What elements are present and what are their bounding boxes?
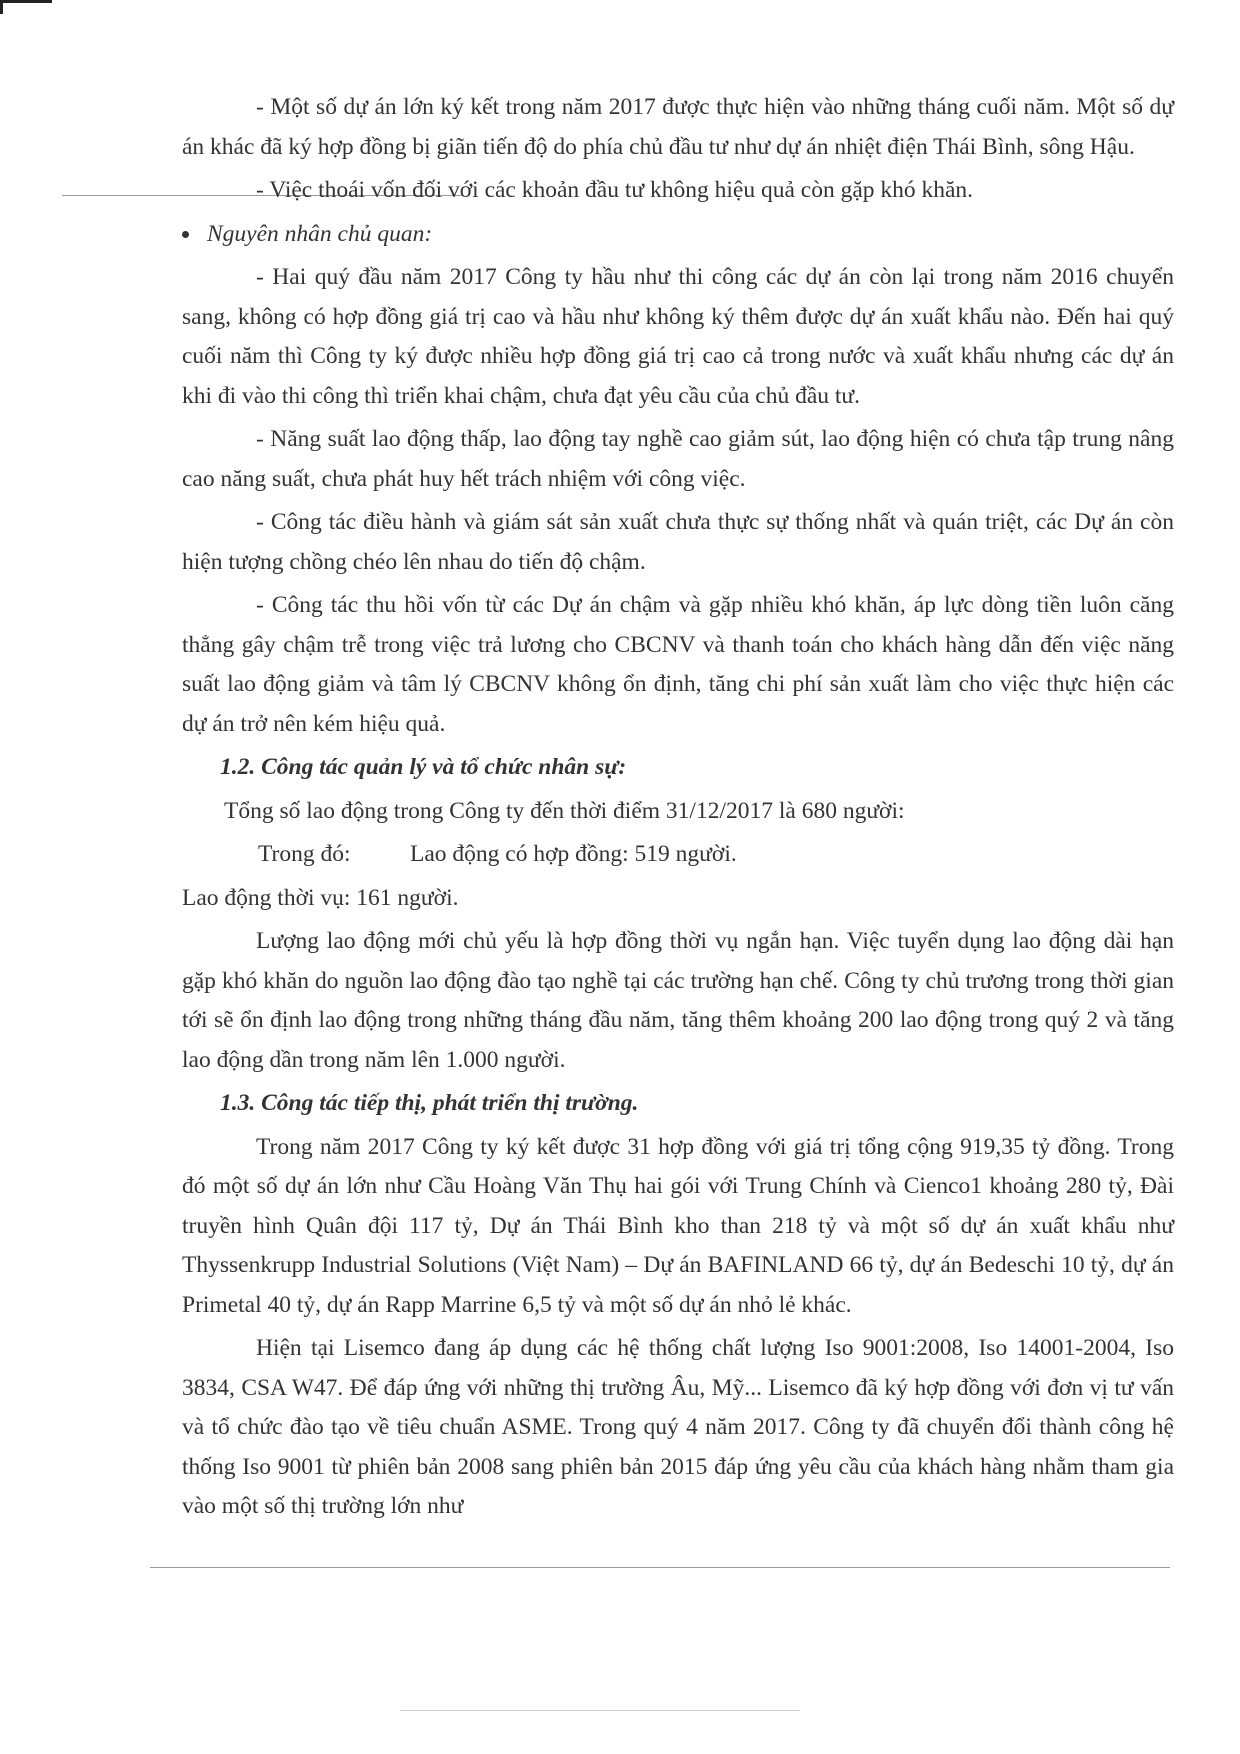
subjective-causes-label: Nguyên nhân chủ quan: [207, 220, 433, 247]
paragraph-large-projects: - Một số dự án lớn ký kết trong năm 2017 được thực hiện vào những tháng cuối năm. Một số dự án khác đã ký hợp đồng bị giãn tiến độ do phía chủ đầu tư như dự án nhiệt điện Thái Bình, sông Hậu. [182, 94, 1174, 160]
paragraph-contracts-2017: Trong năm 2017 Công ty ký kết được 31 hợp đồng với giá trị tổng cộng 919,35 tỷ đồng. Trong đó một số dự án lớn như Cầu Hoàng Văn Thụ hai gói với Trung Chính và Cienco1 khoảng 280 tỷ, Đài truyền hình Quân đội 117 tỷ, Dự án Thái Bình kho than 218 tỷ và một số dự án xuất khẩu như Thyssenkrupp Industrial Solutions (Việt Nam) – Dự án BAFINLAND 66 tỷ, dự án Bedeschi 10 tỷ, dự án Primetal 40 tỷ, dự án Rapp Marrine 6,5 tỷ và một số dự án nhỏ lẻ khác. [182, 1133, 1174, 1318]
scan-line-artifact [150, 1567, 1170, 1568]
labor-breakdown-row [182, 835, 1174, 875]
paragraph-first-half-year: - Hai quý đầu năm 2017 Công ty hầu như thi công các dự án còn lại trong năm 2016 chuyển sang, không có hợp đồng giá trị cao và hầu như không ký thêm được dự án xuất khẩu nào. Đến hai quý cuối năm thì Công ty ký được nhiều hợp đồng giá trị cao cả trong nước và xuất khẩu nhưng các dự án khi đi vào thi công thì triển khai chậm, chưa đạt yêu cầu của chủ đầu tư. [182, 264, 1174, 409]
scan-line-artifact [400, 1710, 800, 1711]
section-heading-1-3: 1.3. Công tác tiếp thị, phát triển thị trường. [220, 1090, 639, 1116]
scan-edge-mark [0, 0, 52, 17]
paragraph-capital-recovery: - Công tác thu hồi vốn từ các Dự án chậm và gặp nhiều khó khăn, áp lực dòng tiền luôn căng thẳng gây chậm trễ trong việc trả lương cho CBCNV và thanh toán cho khách hàng dẫn đến việc năng suất lao động giảm và tâm lý CBCNV không ổn định, tăng chi phí sản xuất làm cho việc thực hiện các dự án trở nên kém hiệu quả. [182, 592, 1174, 737]
bullet-icon [182, 231, 189, 238]
document-page [182, 88, 1174, 1531]
labor-breakdown-label: Trong đó: [258, 841, 351, 867]
paragraph-new-labor: Lượng lao động mới chủ yếu là hợp đồng thời vụ ngắn hạn. Việc tuyển dụng lao động dài hạn gặp khó khăn do nguồn lao động đào tạo nghề tại các trường hạn chế. Công ty chủ trương trong thời gian tới sẽ ổn định lao động trong những tháng đầu năm, tăng thêm khoảng 200 lao động trong quý 2 và tăng lao động dần trong năm lên 1.000 người. [182, 928, 1174, 1073]
paragraph-management: - Công tác điều hành và giám sát sản xuất chưa thực sự thống nhất và quán triệt, các Dự án còn hiện tượng chồng chéo lên nhau do tiến độ chậm. [182, 509, 1174, 575]
paragraph-labor-productivity: - Năng suất lao động thấp, lao động tay nghề cao giảm sút, lao động hiện có chưa tập trung nâng cao năng suất, chưa phát huy hết trách nhiệm với công việc. [182, 426, 1174, 492]
scan-edge-mark-vertical [0, 0, 3, 14]
total-labor-line: Tổng số lao động trong Công ty đến thời điểm 31/12/2017 là 680 người: [224, 797, 905, 824]
contract-labor-line: Lao động có hợp đồng: 519 người. [410, 841, 737, 867]
section-heading-1-2: 1.2. Công tác quản lý và tổ chức nhân sự: [220, 754, 627, 780]
subjective-causes-heading [182, 215, 1174, 255]
paragraph-quality-systems: Hiện tại Lisemco đang áp dụng các hệ thống chất lượng Iso 9001:2008, Iso 14001-2004, Iso 3834, CSA W47. Để đáp ứng với những thị trường Âu, Mỹ... Lisemco đã ký hợp đồng với đơn vị tư vấn và tổ chức đào tạo về tiêu chuẩn ASME. Trong quý 4 năm 2017. Công ty đã chuyển đổi thành công hệ thống Iso 9001 từ phiên bản 2008 sang phiên bản 2015 đáp ứng yêu cầu của khách hàng nhằm tham gia vào một số thị trường lớn như [182, 1335, 1174, 1519]
seasonal-labor-line: Lao động thời vụ: 161 người. [182, 884, 459, 911]
paragraph-divestment: - Việc thoái vốn đối với các khoản đầu tư không hiệu quả còn gặp khó khăn. [256, 177, 974, 203]
